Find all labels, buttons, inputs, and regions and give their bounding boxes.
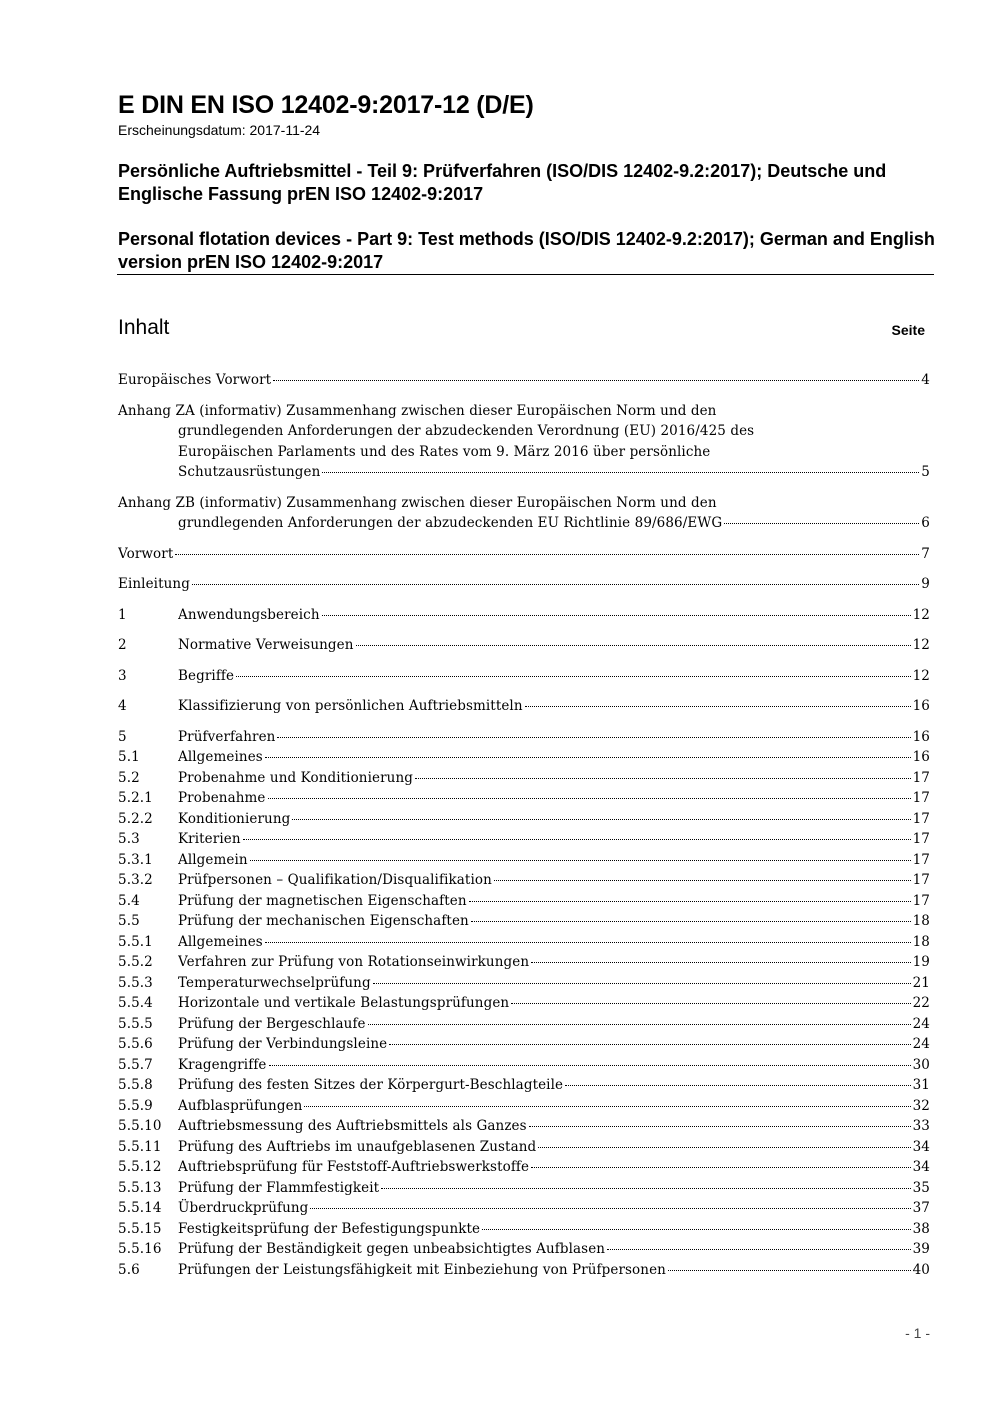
toc-entry[interactable] (118, 666, 930, 687)
toc-entry-title: Prüfverfahren (178, 728, 276, 745)
toc-entry-number: 1 (118, 606, 127, 623)
toc-entry-number: 2 (118, 637, 127, 653)
toc-entry-title: Prüfung des Auftriebs im unaufgeblasenen Zustand (178, 1138, 537, 1155)
toc-entry-number: 5.5.2 (118, 954, 153, 970)
toc-entry[interactable] (118, 544, 930, 565)
toc-entry[interactable] (118, 605, 930, 626)
page-number: - 1 - (905, 1325, 930, 1341)
toc-leader-dots (310, 1207, 910, 1209)
toc-entry[interactable] (118, 1260, 930, 1281)
toc-entry-number: 5.5.11 (118, 1138, 162, 1155)
toc-entry[interactable] (118, 635, 930, 656)
toc-entry-page: 32 (912, 1097, 930, 1114)
toc-leader-dots (525, 705, 911, 707)
toc-leader-dots (538, 1146, 910, 1148)
toc-leader-dots (724, 522, 919, 524)
toc-entry[interactable] (118, 747, 930, 768)
toc-entry[interactable] (118, 829, 930, 850)
toc-leader-dots (531, 1166, 911, 1168)
title-english: Personal flotation devices - Part 9: Test methods (ISO/DIS 12402-9.2:2017); German and English version prEN ISO 12402-9:2017 (118, 229, 935, 272)
toc-entry-page: 18 (912, 913, 930, 929)
table-of-contents (118, 370, 930, 1280)
toc-entry[interactable] (118, 911, 930, 932)
toc-entry[interactable] (118, 1096, 930, 1117)
toc-entry-number: 5.5.6 (118, 1036, 153, 1052)
toc-entry[interactable] (118, 1055, 930, 1076)
toc-entry-page: 9 (921, 576, 930, 592)
toc-entry-number: 5.5.1 (118, 933, 153, 950)
toc-leader-dots (265, 756, 911, 758)
toc-entry-page: 17 (912, 851, 930, 868)
toc-entry-title: Auftriebsprüfung für Feststoff-Auftriebswerkstoffe (178, 1159, 530, 1175)
toc-entry-page: 12 (912, 637, 930, 653)
toc-entry-page: 24 (912, 1015, 930, 1032)
toc-entry-title-line: Europäischen Parlaments und des Rates vom 9. März 2016 über persönliche (178, 443, 711, 460)
toc-entry-page: 17 (912, 872, 930, 888)
toc-leader-dots (482, 1228, 910, 1230)
toc-entry-europaeisches-vorwort[interactable] (118, 370, 930, 391)
toc-entry-anhang-za[interactable] (118, 401, 930, 483)
toc-entry-number: 5.5.7 (118, 1056, 153, 1073)
toc-entry[interactable] (118, 696, 930, 717)
toc-entry-number: 5.6 (118, 1261, 140, 1278)
toc-entry-title: Allgemeines (178, 749, 263, 765)
toc-entry[interactable] (118, 870, 930, 891)
toc-entry-number: 5.5.5 (118, 1015, 153, 1032)
toc-entry-page: 24 (912, 1036, 930, 1052)
toc-entry[interactable] (118, 952, 930, 973)
toc-entry-page: 31 (912, 1077, 930, 1093)
toc-leader-dots (389, 1043, 910, 1045)
toc-leader-dots (322, 614, 911, 616)
header-divider (117, 274, 934, 275)
toc-entry-number: 4 (118, 698, 127, 714)
toc-entry-page: 7 (921, 545, 930, 562)
toc-leader-dots (277, 736, 910, 738)
toc-entry-title: Normative Verweisungen (178, 637, 354, 653)
toc-leader-dots (243, 838, 911, 840)
toc-leader-dots (269, 1064, 911, 1066)
toc-leader-dots (373, 982, 911, 984)
toc-leader-dots (511, 1002, 910, 1004)
toc-entry-page: 5 (921, 464, 930, 480)
toc-leader-dots (356, 644, 911, 646)
toc-entry[interactable] (118, 574, 930, 595)
toc-entry-title: Europäisches Vorwort (118, 372, 272, 388)
toc-entry[interactable] (118, 1075, 930, 1096)
toc-entry-title: Prüfung der magnetischen Eigenschaften (178, 892, 467, 909)
toc-entry[interactable] (118, 850, 930, 871)
toc-entry-title: Festigkeitsprüfung der Befestigungspunkte (178, 1220, 481, 1237)
toc-entry-anhang-zb[interactable] (118, 493, 930, 534)
toc-entry-page: 12 (912, 667, 930, 684)
toc-leader-dots (292, 818, 910, 820)
toc-entry-number: 5.5.3 (118, 974, 153, 991)
toc-entry-number: 5.5 (118, 913, 140, 929)
toc-entry-number: 5.5.8 (118, 1077, 153, 1093)
toc-entry[interactable] (118, 788, 930, 809)
toc-entry-page: 37 (912, 1200, 930, 1216)
toc-leader-dots (529, 1125, 911, 1127)
publication-date: Erscheinungsdatum: 2017-11-24 (118, 122, 321, 138)
toc-entry-title-line: Anhang ZA (informativ) Zusammenhang zwischen dieser Europäischen Norm und den (118, 402, 717, 419)
toc-entry[interactable] (118, 727, 930, 748)
toc-page-column-label: Seite (891, 322, 925, 338)
toc-entry[interactable] (118, 1034, 930, 1055)
toc-entry-title: Verfahren zur Prüfung von Rotationseinwirkungen (178, 954, 530, 970)
toc-heading: Inhalt (118, 316, 170, 339)
toc-entry-number: 5.5.13 (118, 1179, 162, 1196)
toc-entry-title: Prüfung des festen Sitzes der Körpergurt-Beschlagteile (178, 1077, 564, 1093)
toc-entry-number: 5.2 (118, 769, 140, 786)
toc-entry-page: 30 (912, 1056, 930, 1073)
toc-entry-title-line: Schutzausrüstungen (178, 464, 321, 480)
toc-entry-title: Kragengriffe (178, 1056, 267, 1073)
toc-entry-title: Probenahme (178, 790, 266, 806)
toc-leader-dots (236, 675, 911, 677)
toc-entry[interactable] (118, 932, 930, 953)
toc-entry[interactable] (118, 1157, 930, 1178)
toc-entry[interactable] (118, 891, 930, 912)
toc-entry-title: Prüfungen der Leistungsfähigkeit mit Einbeziehung von Prüfpersonen (178, 1261, 666, 1278)
toc-entry-title: Aufblasprüfungen (178, 1097, 303, 1114)
toc-entry-title: Prüfung der Bergeschlaufe (178, 1015, 366, 1032)
toc-leader-dots (565, 1084, 911, 1086)
toc-entry-page: 38 (912, 1220, 930, 1237)
toc-entry-title: Prüfpersonen – Qualifikation/Disqualifikation (178, 872, 492, 888)
toc-entry-number: 5.2.1 (118, 790, 153, 806)
toc-entry-title: Einleitung (118, 576, 190, 592)
toc-entry-page: 16 (912, 728, 930, 745)
toc-leader-dots (322, 471, 919, 473)
toc-entry-page: 18 (912, 933, 930, 950)
toc-entry-number: 5.5.4 (118, 995, 153, 1011)
toc-entry-number: 5.3.1 (118, 851, 153, 868)
title-german: Persönliche Auftriebsmittel - Teil 9: Prüfverfahren (ISO/DIS 12402-9.2:2017); Deutsche und Englische Fassung prEN ISO 12402-9:2017 (118, 161, 887, 204)
toc-entry-number: 5.5.14 (118, 1200, 162, 1216)
toc-entry-title: Allgemeines (178, 933, 263, 950)
toc-leader-dots (668, 1269, 911, 1271)
toc-entry-number: 5.1 (118, 749, 140, 765)
toc-entry-number: 5.3 (118, 831, 140, 847)
toc-entry-title-line: grundlegenden Anforderungen der abzudeckenden Verordnung (EU) 2016/425 des (178, 423, 755, 439)
toc-entry[interactable] (118, 993, 930, 1014)
toc-entry-page: 17 (912, 831, 930, 847)
toc-entry-title: Prüfung der Verbindungsleine (178, 1036, 388, 1052)
toc-entry-title: Probenahme und Konditionierung (178, 769, 413, 786)
toc-entry-title: Überdruckprüfung (178, 1200, 309, 1216)
toc-entry-title: Vorwort (118, 545, 174, 562)
toc-leader-dots (304, 1105, 910, 1107)
toc-entry-title: Anwendungsbereich (178, 606, 320, 623)
toc-entry-page: 17 (912, 769, 930, 786)
toc-entry[interactable] (118, 1116, 930, 1137)
toc-leader-dots (471, 920, 911, 922)
toc-entry-title-line: Anhang ZB (informativ) Zusammenhang zwischen dieser Europäischen Norm und den (118, 494, 717, 511)
toc-leader-dots (494, 879, 911, 881)
toc-entry-title: Auftriebsmessung des Auftriebsmittels als Ganzes (178, 1118, 527, 1134)
toc-entry-page: 12 (912, 606, 930, 623)
toc-entry[interactable] (118, 973, 930, 994)
toc-entry-page: 34 (912, 1159, 930, 1175)
toc-entry-number: 5.5.9 (118, 1097, 153, 1114)
toc-entry-number: 5.5.12 (118, 1159, 162, 1175)
toc-entry-title: Kriterien (178, 831, 241, 847)
toc-entry-page: 16 (912, 749, 930, 765)
toc-leader-dots (192, 583, 919, 585)
toc-leader-dots (531, 961, 910, 963)
toc-entry-number: 5.3.2 (118, 872, 153, 888)
toc-leader-dots (368, 1023, 911, 1025)
toc-entry-page: 34 (912, 1138, 930, 1155)
toc-entry-page: 39 (912, 1241, 930, 1257)
toc-entry-title: Allgemein (178, 851, 248, 868)
toc-entry[interactable] (118, 809, 930, 830)
toc-leader-dots (469, 900, 911, 902)
toc-entry-number: 5 (118, 728, 127, 745)
toc-entry-title: Begriffe (178, 667, 235, 684)
toc-entry-title-line: grundlegenden Anforderungen der abzudeckenden EU Richtlinie 89/686/EWG (178, 515, 723, 531)
toc-entry-number: 5.4 (118, 892, 140, 909)
toc-entry-page: 6 (921, 515, 930, 531)
toc-entry-title: Horizontale und vertikale Belastungsprüfungen (178, 995, 510, 1011)
toc-entry-title: Temperaturwechselprüfung (178, 974, 371, 991)
toc-entry[interactable] (118, 1137, 930, 1158)
toc-entry[interactable] (118, 1198, 930, 1219)
toc-entry-title: Konditionierung (178, 810, 291, 827)
toc-entry-title: Prüfung der Flammfestigkeit (178, 1179, 380, 1196)
toc-entry-page: 40 (912, 1261, 930, 1278)
toc-entry-number: 5.5.10 (118, 1118, 162, 1134)
toc-entry-number: 5.2.2 (118, 810, 153, 827)
toc-entry-page: 17 (912, 790, 930, 806)
toc-entry-page: 21 (912, 974, 930, 991)
toc-entry-page: 4 (921, 372, 930, 388)
toc-entry[interactable] (118, 1178, 930, 1199)
toc-entry-page: 16 (912, 698, 930, 714)
toc-entry-title: Klassifizierung von persönlichen Auftriebsmitteln (178, 698, 523, 714)
toc-entry-number: 3 (118, 667, 127, 684)
toc-entry-list (118, 544, 930, 1281)
toc-leader-dots (175, 553, 919, 555)
toc-entry[interactable] (118, 1239, 930, 1260)
toc-entry[interactable] (118, 1014, 930, 1035)
toc-entry-page: 22 (912, 995, 930, 1011)
toc-entry-number: 5.5.15 (118, 1220, 162, 1237)
toc-entry-page: 33 (912, 1118, 930, 1134)
toc-leader-dots (607, 1248, 911, 1250)
toc-entry[interactable] (118, 1219, 930, 1240)
document-id: E DIN EN ISO 12402-9:2017-12 (D/E) (118, 91, 534, 119)
toc-entry-page: 35 (912, 1179, 930, 1196)
toc-leader-dots (415, 777, 911, 779)
toc-leader-dots (273, 379, 919, 381)
toc-leader-dots (265, 941, 911, 943)
toc-entry-number: 5.5.16 (118, 1241, 162, 1257)
toc-entry-page: 19 (912, 954, 930, 970)
toc-leader-dots (381, 1187, 910, 1189)
toc-leader-dots (268, 797, 911, 799)
toc-entry-page: 17 (912, 810, 930, 827)
toc-entry-page: 17 (912, 892, 930, 909)
toc-entry[interactable] (118, 768, 930, 789)
toc-entry-title: Prüfung der mechanischen Eigenschaften (178, 913, 469, 929)
toc-entry-title: Prüfung der Beständigkeit gegen unbeabsichtigtes Aufblasen (178, 1241, 606, 1257)
toc-leader-dots (250, 859, 911, 861)
